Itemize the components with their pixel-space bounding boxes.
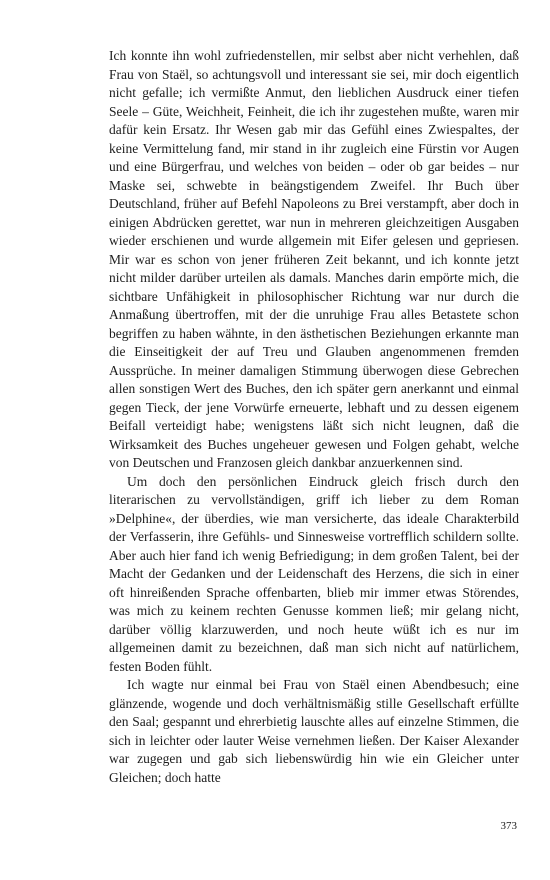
page-body <box>109 47 519 787</box>
paragraph-1: Ich konnte ihn wohl zufriedenstellen, mir selbst aber nicht verhehlen, daß Frau von Staël, so achtungsvoll und interessant sie sei, mir doch eigentlich nicht gefalle; ich vermißte Anmut, den lieblichen Ausdruck einer tiefen Seele – Güte, Weichheit, Feinheit, die ich ihr zugestehen mußte, waren mir dafür kein Ersatz. Ihr Wesen gab mir das Gefühl eines Zwiespaltes, der keine Vermittelung fand, mir stand in ihr zugleich eine Fürstin vor Augen und eine Bürgerfrau, und welches von beiden – oder ob gar beides – nur Maske sei, schwebte in beängstigendem Zweifel. Ihr Buch über Deutschland, früher auf Befehl Napoleons zu Brei verstampft, aber doch in einigen Abdrücken gerettet, war nun in mehreren gleichzeitigen Ausgaben wieder erschienen und wurde allgemein mit Eifer gelesen und gepriesen. Mir war es schon von jener früheren Zeit bekannt, und ich konnte jetzt nicht milder darüber urteilen als damals. Manches darin empörte mich, die sichtbare Unfähigkeit in philosophischer Richtung war nur durch die Anmaßung übertroffen, mit der die unruhige Frau alles Betastete schon begriffen zu haben wähnte, in den ästhetischen Beziehungen erkannte man die Einseitigkeit der auf Treu und Glauben angenommenen fremden Aussprüche. In meiner damaligen Stimmung überwogen diese Gebrechen allen sonstigen Wert des Buches, den ich später gern anerkannt und einmal gegen Tieck, der jene Vorwürfe erneuerte, lebhaft und zu dessen eigenem Beifall verteidigt habe; wenigstens läßt sich nicht leugnen, daß die Wirksamkeit des Buches ungeheuer gewesen und Folgen gehabt, welche von Deutschen und Franzosen gleich dankbar anzuerkennen sind. <box>109 48 519 470</box>
paragraph-3: Ich wagte nur einmal bei Frau von Staël einen Abendbesuch; eine glänzende, wogende und doch verhältnismäßig stille Gesellschaft erfüllte den Saal; gespannt und ehrerbietig lauschte alles auf einzelne Stimmen, die sich in leichter oder lauter Weise vernehmen ließen. Der Kaiser Alexander war zugegen und gab sich liebenswürdig hin wie ein Gleicher unter Gleichen; doch hatte <box>109 677 519 785</box>
page-number: 373 <box>500 820 517 832</box>
paragraph-2: Um doch den persönlichen Eindruck gleich frisch durch den literarischen zu vervollständigen, griff ich lieber zu dem Roman »Delphine«, der überdies, wie man versicherte, das ideale Charakterbild der Verfasserin, ihre Gefühls- und Sinnesweise vortrefflich schildern sollte. Aber auch hier fand ich wenig Befriedigung; in dem großen Talent, bei der Macht der Gedanken und der Leidenschaft des Herzens, die sich in einer oft hinreißenden Sprache offenbarten, blieb mir immer etwas Störendes, was mich zu keinem rechten Genusse kommen ließ; mir gelang nicht, darüber völlig klarzuwerden, und noch heute wüßt ich es nur im allgemeinen damit zu bezeichnen, daß man sich nicht auf natürlichem, festen Boden fühlt. <box>109 473 519 674</box>
